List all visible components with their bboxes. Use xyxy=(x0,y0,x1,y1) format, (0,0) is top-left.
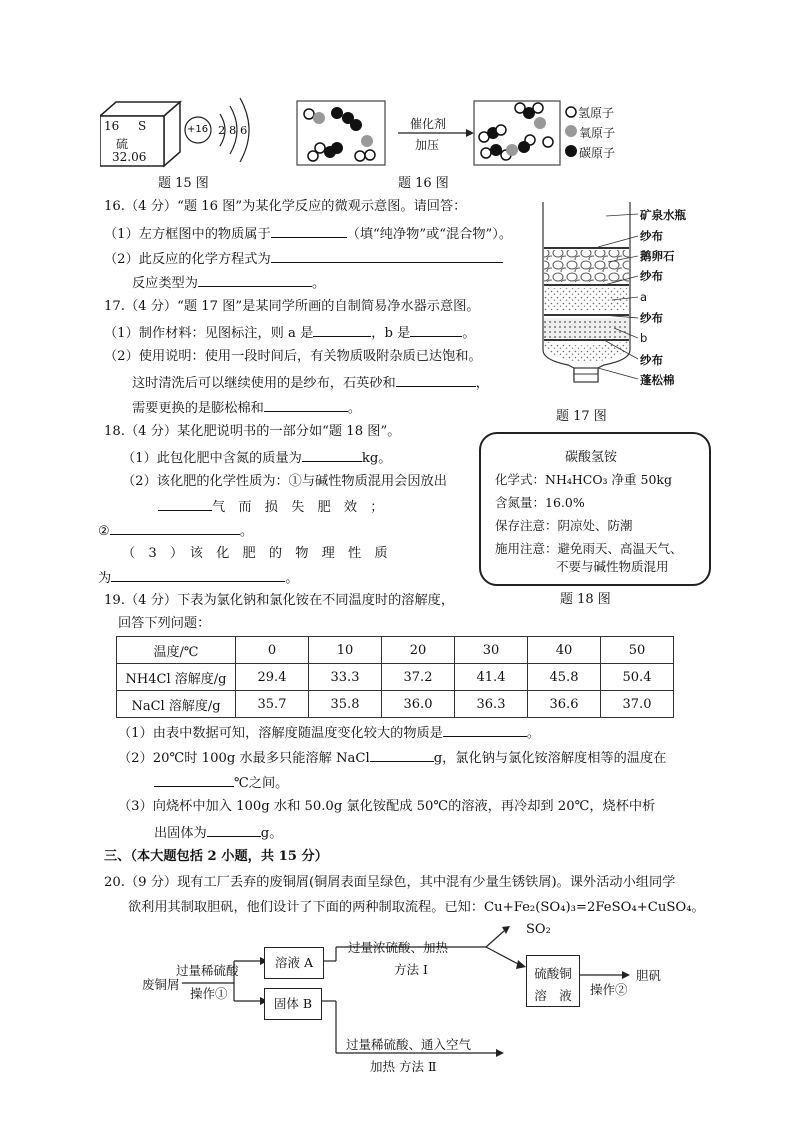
q18-property2-blank[interactable] xyxy=(110,521,240,535)
table-header-row xyxy=(117,637,674,664)
q19-part2: （2）20℃时 100g 水最多只能溶解 NaCl g，氯化钠与氯化铵溶解度相等的温度在 xyxy=(118,748,666,768)
flow-step1-operation: 操作① xyxy=(190,986,228,1001)
legend-carbon: 碳原子 xyxy=(579,146,616,160)
q17-part2-line2: 这时清洗后可以继续使用的是纱布，石英砂和 ， xyxy=(132,373,489,393)
table-cell: NaCl 溶解度/g xyxy=(117,691,236,718)
q17-a-blank[interactable] xyxy=(313,323,371,337)
q20-stem-2: 欲利用其制取胆矾，他们设计了下面的两种制取流程。已知：Cu+Fe₂(SO₄)₃=2FeSO₄+CuSO₄。 xyxy=(128,900,705,915)
label-a: a xyxy=(640,290,648,304)
flow-box-solid-b: 固体 B xyxy=(264,988,322,1020)
q18-part2-line3: ② 。 xyxy=(98,521,253,541)
usage-note-line-2: 不要与碱性物质混用 xyxy=(556,559,669,574)
label-gauze-2: 纱布 xyxy=(640,269,663,283)
q19-part3: （3）向烧杯中加入 100g 水和 50.0g 氯化铵配成 50℃的溶液，再冷却到 20℃，烧杯中析 xyxy=(118,799,656,814)
q17-b-blank[interactable] xyxy=(410,323,462,337)
q18-part1: （1）此包化肥中含氮的质量为 kg。 xyxy=(122,448,391,468)
flow-start-scrap-copper: 废铜屑 xyxy=(142,977,180,992)
fig17-water-filter-diagram xyxy=(538,200,638,406)
q19-substance-blank[interactable] xyxy=(443,723,527,737)
solubility-table xyxy=(116,636,674,718)
flow-step1-reagent: 过量稀硫酸 xyxy=(176,963,239,978)
formula-line: 化学式：NH₄HCO₃ 净重 50kg xyxy=(495,472,673,487)
q18-part2: （2）该化肥的化学性质为：①与碱性物质混用会因放出 xyxy=(122,474,447,489)
q19-part2-line2: ℃之间。 xyxy=(154,773,288,793)
table-cell: 33.3 xyxy=(309,664,382,691)
table-header-cell: 30 xyxy=(455,637,528,664)
flow-so2-product: SO₂ xyxy=(526,922,551,937)
q19-part3-line2: 出固体为 g。 xyxy=(154,823,282,843)
table-header-cell: 0 xyxy=(236,637,309,664)
q16-part2: （2）此反应的化学方程式为 xyxy=(104,249,503,269)
usage-note-line: 施用注意：避免雨天、高温天气、 xyxy=(495,541,683,556)
label-gauze-3: 纱布 xyxy=(640,311,663,325)
fertilizer-name: 碳酸氢铵 xyxy=(565,450,618,465)
flow-box-solution-a: 溶液 A xyxy=(264,947,324,979)
table-header-cell: 40 xyxy=(528,637,601,664)
q16-reaction-type-blank[interactable] xyxy=(198,273,312,287)
flow-method1-label: 方法 Ⅰ xyxy=(394,962,428,977)
label-gauze-4: 纱布 xyxy=(640,353,663,367)
q17-part2: （2）使用说明：使用一段时间后，有关物质吸附杂质已达饱和。 xyxy=(104,349,482,364)
table-header-cell: 50 xyxy=(601,637,674,664)
table-cell: 45.8 xyxy=(528,664,601,691)
table-cell: 35.7 xyxy=(236,691,309,718)
table-cell: 35.8 xyxy=(309,691,382,718)
q18-part2-line2: 气 而 损 失 肥 效 ； xyxy=(158,497,383,517)
q16-reaction-type: 反应类型为 。 xyxy=(132,273,325,293)
table-cell: 36.0 xyxy=(382,691,455,718)
q18-part3-line2: 为 。 xyxy=(98,568,298,588)
q16-stem: 16.（4 分）“题 16 图”为某化学反应的微观示意图。请回答： xyxy=(104,199,467,214)
fig16-reaction-diagram xyxy=(296,100,626,172)
section-3-heading: 三、（本大题包括 2 小题，共 15 分） xyxy=(104,849,328,864)
q18-part3: （ 3 ） 该 化 肥 的 物 理 性 质 xyxy=(122,546,388,561)
q19-part1: （1）由表中数据可知，溶解度随温度变化较大的物质是 。 xyxy=(118,723,540,743)
q19-stem: 19.（4 分）下表为氯化钠和氯化铵在不同温度时的溶解度， xyxy=(104,593,455,608)
copper-sulfate-line2: 溶 液 xyxy=(534,988,572,1003)
table-cell: 41.4 xyxy=(455,664,528,691)
table-header-cell: 10 xyxy=(309,637,382,664)
element-name: 硫 xyxy=(116,137,129,151)
flow-method1-reagent: 过量浓硫酸、加热 xyxy=(348,940,449,955)
label-pebbles: 鹅卵石 xyxy=(640,249,675,263)
table-row xyxy=(117,664,674,691)
nucleus-charge: +16 xyxy=(187,124,209,135)
q19-temperature-range-blank[interactable] xyxy=(154,773,234,787)
element-symbol: S xyxy=(138,119,147,133)
q19-stem-2: 回答下列问题： xyxy=(118,616,211,631)
flow-method2-label: 加热 方法 Ⅱ xyxy=(370,1059,437,1074)
legend-oxygen: 氧原子 xyxy=(579,126,616,140)
table-cell: 50.4 xyxy=(601,664,674,691)
catalyst-label: 催化剂 xyxy=(410,117,447,131)
fig16-caption: 题 16 图 xyxy=(398,176,449,191)
table-cell: 29.4 xyxy=(236,664,309,691)
fig17-caption: 题 17 图 xyxy=(556,409,607,424)
q16-answer-blank-1[interactable] xyxy=(271,224,347,238)
q17-stem: 17.（4 分）“题 17 图”是某同学所画的自制简易净水器示意图。 xyxy=(104,299,480,314)
q19-precipitate-blank[interactable] xyxy=(207,823,261,837)
label-bottle: 矿泉水瓶 xyxy=(640,208,686,222)
q17-reusable-blank[interactable] xyxy=(396,373,476,387)
label-b: b xyxy=(640,331,648,345)
atomic-number: 16 xyxy=(104,119,120,133)
q18-nitrogen-mass-blank[interactable] xyxy=(302,448,362,462)
storage-note-line: 保存注意：阴凉处、防潮 xyxy=(495,518,633,533)
pressure-label: 加压 xyxy=(415,138,440,152)
table-cell: 36.3 xyxy=(455,691,528,718)
flow-box-copper-sulfate xyxy=(526,955,580,1007)
q18-physical-property-blank[interactable] xyxy=(111,568,285,582)
table-row xyxy=(117,691,674,718)
fig18-caption: 题 18 图 xyxy=(560,592,611,607)
flow-end-blue-vitriol: 胆矾 xyxy=(636,968,662,983)
q19-nacl-mass-blank[interactable] xyxy=(370,748,434,762)
q20-stem: 20.（9 分）现有工厂丢弃的废铜屑(铜屑表面呈绿色，其中混有少量生锈铁屑)。课外活动小组同学 xyxy=(104,875,676,890)
label-cotton: 蓬松棉 xyxy=(640,373,675,387)
table-cell: 36.6 xyxy=(528,691,601,718)
copper-sulfate-line1: 硫酸铜 xyxy=(534,966,572,981)
table-cell: 37.2 xyxy=(382,664,455,691)
label-gauze-1: 纱布 xyxy=(640,229,663,243)
fig18-fertilizer-label xyxy=(479,432,711,586)
table-cell: 37.0 xyxy=(601,691,674,718)
table-cell: NH4Cl 溶解度/g xyxy=(117,664,236,691)
flow-step2-operation: 操作② xyxy=(590,982,628,997)
q17-part1: （1）制作材料：见图标注，则 a 是 ，b 是 。 xyxy=(104,323,475,343)
electron-arrangement: 2 8 6 xyxy=(218,123,248,137)
legend-hydrogen: 氢原子 xyxy=(578,106,615,120)
q17-replace-blank[interactable] xyxy=(264,398,348,412)
q16-part1: （1）左方框图中的物质属于 （填“纯净物”或“混合物”）。 xyxy=(104,224,512,244)
atomic-mass: 32.06 xyxy=(112,150,147,164)
q17-part2-line3: 需要更换的是膨松棉和 。 xyxy=(132,398,361,418)
fig15-caption: 题 15 图 xyxy=(158,176,209,191)
flow-method2-reagent: 过量稀硫酸、通入空气 xyxy=(346,1037,472,1052)
table-header-cell: 温度/℃ xyxy=(117,637,236,664)
nitrogen-content-line: 含氮量：16.0% xyxy=(495,495,585,510)
q18-gas-blank[interactable] xyxy=(158,497,212,511)
q16-equation-blank[interactable] xyxy=(271,249,503,263)
q18-stem: 18.（4 分）某化肥说明书的一部分如“题 18 图”。 xyxy=(104,424,401,439)
table-header-cell: 20 xyxy=(382,637,455,664)
